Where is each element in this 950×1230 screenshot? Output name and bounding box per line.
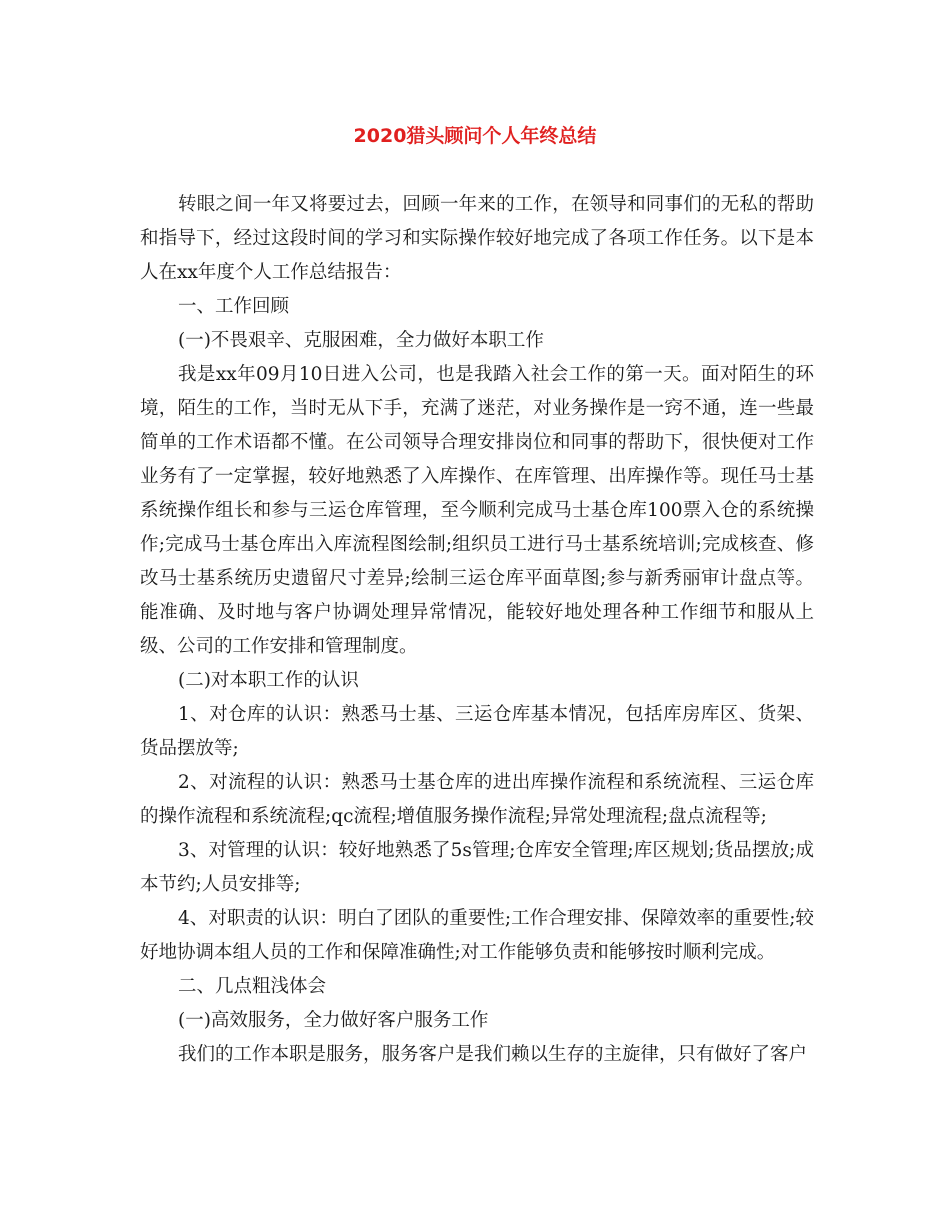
document-title: 2020猎头顾问个人年终总结	[353, 125, 597, 147]
paragraph-duty: 4、对职责的认识：明白了团队的重要性;工作合理安排、保障效率的重要性;较好地协调本组人员的工作和保障准确性;对工作能够负责和能够按时顺利完成。	[140, 908, 814, 963]
subheading-service: (一)高效服务，全力做好客户服务工作	[178, 1010, 489, 1031]
document-body	[140, 188, 814, 1072]
subheading-dedication: (一)不畏艰辛、克服困难，全力做好本职工作	[178, 330, 544, 351]
subheading-understanding: (二)对本职工作的认识	[178, 670, 359, 691]
paragraph-service: 我们的工作本职是服务，服务客户是我们赖以生存的主旋律，只有做好了客户	[178, 1044, 808, 1065]
heading-reflections: 二、几点粗浅体会	[178, 976, 327, 997]
paragraph-management: 3、对管理的认识：较好地熟悉了5s管理;仓库安全管理;库区规划;货品摆放;成本节约;人员安排等;	[140, 840, 814, 895]
paragraph-experience: 我是xx年09月10日进入公司，也是我踏入社会工作的第一天。面对陌生的环境，陌生的工作，当时无从下手，充满了迷茫，对业务操作是一窍不通，连一些最简单的工作术语都不懂。在公司领导合理安排岗位和同事的帮助下，很快便对工作业务有了一定掌握，较好地熟悉了入库操作、在库管理、出库操作等。现任马士基系统操作组长和参与三运仓库管理，至今顺利完成马士基仓库100票入仓的系统操作;完成马士基仓库出入库流程图绘制;组织员工进行马士基系统培训;完成核查、修改马士基系统历史遗留尺寸差异;绘制三运仓库平面草图;参与新秀丽审计盘点等。能准确、及时地与客户协调处理异常情况，能较好地处理各种工作细节和服从上级、公司的工作安排和管理制度。	[140, 364, 814, 657]
paragraph-warehouse: 1、对仓库的认识：熟悉马士基、三运仓库基本情况，包括库房库区、货架、货品摆放等;	[140, 704, 814, 759]
paragraph-intro: 转眼之间一年又将要过去，回顾一年来的工作，在领导和同事们的无私的帮助和指导下，经过这段时间的学习和实际操作较好地完成了各项工作任务。以下是本人在xx年度个人工作总结报告：	[140, 194, 814, 283]
paragraph-process: 2、对流程的认识：熟悉马士基仓库的进出库操作流程和系统流程、三运仓库的操作流程和系统流程;qc流程;增值服务操作流程;异常处理流程;盘点流程等;	[140, 772, 814, 827]
heading-work-review: 一、工作回顾	[178, 296, 290, 317]
